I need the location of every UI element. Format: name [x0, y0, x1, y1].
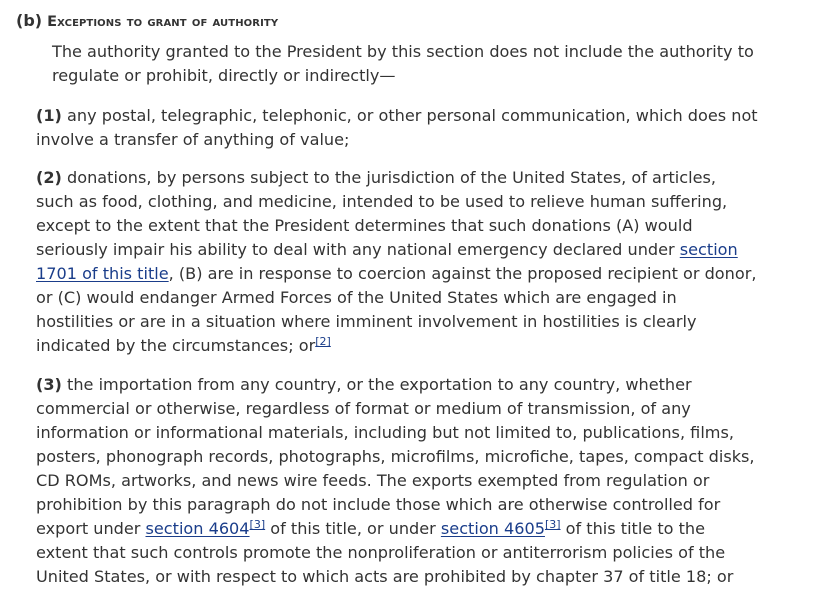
footnote-3-link[interactable]: [3]: [544, 518, 561, 531]
paragraph-1: [36, 104, 816, 152]
paragraph-label: (2): [36, 168, 62, 187]
paragraph-line: commercial or otherwise, regardless of format or medium of transmission, of any: [36, 399, 691, 418]
paragraph-line: United States, or with respect to which acts are prohibited by chapter 37 of title 18; or: [36, 567, 734, 586]
section-1701-link-continued[interactable]: 1701 of this title: [36, 264, 169, 283]
section-4604-link[interactable]: section 4604: [145, 519, 250, 538]
paragraph-text: of this title, or under: [265, 519, 441, 538]
footnote-marker: [315, 335, 331, 348]
paragraph-line: [36, 166, 816, 190]
footnote-3-link[interactable]: [3]: [249, 518, 266, 531]
footnote-marker: [545, 518, 561, 531]
section-title: Exceptions to grant of authority: [47, 14, 279, 30]
intro-paragraph: [52, 40, 812, 88]
paragraph-3: [36, 373, 816, 589]
paragraph-line: [36, 262, 816, 286]
paragraph-text: the importation from any country, or the exportation to any country, whether: [61, 375, 692, 394]
paragraph-line: CD ROMs, artworks, and news wire feeds. The exports exempted from regulation or: [36, 471, 710, 490]
paragraph-line: involve a transfer of anything of value;: [36, 130, 350, 149]
paragraph-line: [36, 238, 816, 262]
paragraph-line: except to the extent that the President determines that such donations (A) would: [36, 216, 693, 235]
section-1701-link[interactable]: section: [679, 240, 738, 259]
paragraph-line: information or informational materials, including but not limited to, publications, films,: [36, 423, 734, 442]
paragraph-line: [36, 373, 816, 397]
paragraph-line: or (C) would endanger Armed Forces of the United States which are engaged in: [36, 288, 677, 307]
paragraph-text: any postal, telegraphic, telephonic, or other personal communication, which does not: [61, 106, 758, 125]
intro-line: The authority granted to the President by this section does not include the authority to: [52, 42, 754, 61]
paragraph-line: extent that such controls promote the nonproliferation or antiterrorism policies of the: [36, 543, 726, 562]
paragraph-line: prohibition by this paragraph do not include those which are otherwise controlled for: [36, 495, 721, 514]
paragraph-text: export under: [36, 519, 146, 538]
paragraph-line: [36, 334, 816, 358]
paragraph-text: of this title to the: [560, 519, 706, 538]
section-heading: [16, 10, 278, 33]
paragraph-text: , (B) are in response to coercion against the proposed recipient or donor,: [168, 264, 757, 283]
intro-line: regulate or prohibit, directly or indirectly—: [52, 66, 396, 85]
paragraph-label: (1): [36, 106, 62, 125]
paragraph-line: such as food, clothing, and medicine, intended to be used to relieve human suffering,: [36, 192, 728, 211]
section-4605-link[interactable]: section 4605: [440, 519, 545, 538]
paragraph-line: hostilities or are in a situation where imminent involvement in hostilities is clearly: [36, 312, 697, 331]
paragraph-line: posters, phonograph records, photographs, microfilms, microfiche, tapes, compact disks,: [36, 447, 755, 466]
paragraph-text: donations, by persons subject to the jurisdiction of the United States, of articles,: [61, 168, 716, 187]
paragraph-line: [36, 517, 816, 541]
footnote-2-link[interactable]: [2]: [315, 335, 331, 348]
paragraph-2: [36, 166, 816, 358]
paragraph-text: indicated by the circumstances; or: [36, 336, 316, 355]
section-label: (b): [16, 11, 43, 30]
paragraph-text: seriously impair his ability to deal with any national emergency declared under: [36, 240, 680, 259]
paragraph-label: (3): [36, 375, 62, 394]
footnote-marker: [250, 518, 266, 531]
paragraph-line: [36, 104, 816, 128]
